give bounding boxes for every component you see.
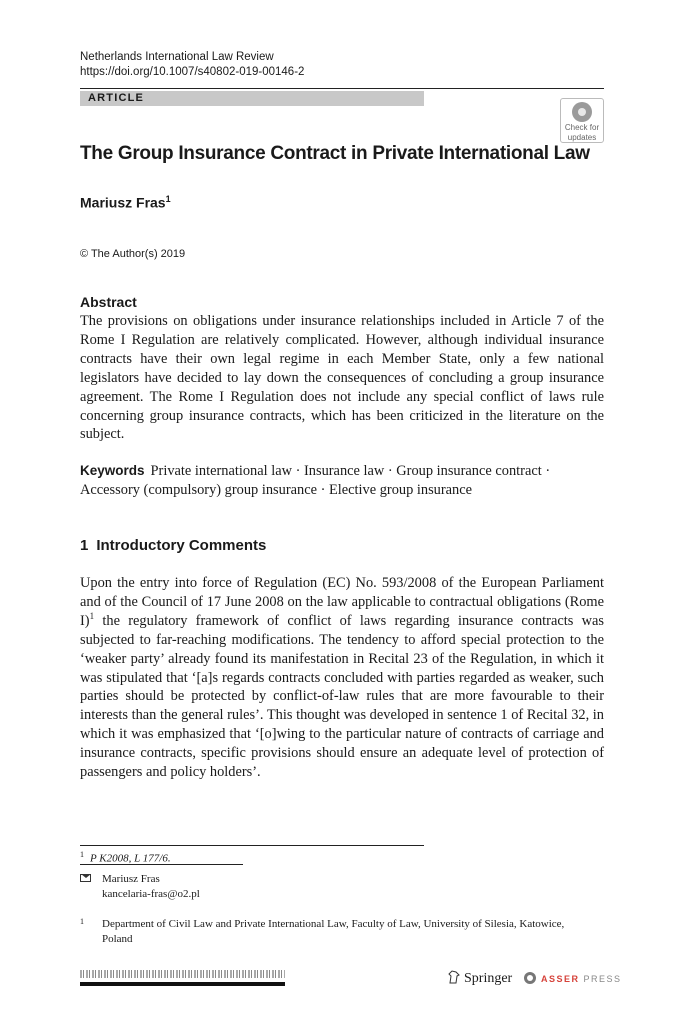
check-updates-icon bbox=[572, 102, 592, 122]
footnote-rule-short bbox=[80, 864, 243, 865]
contact-email[interactable]: kancelaria-fras@o2.pl bbox=[102, 887, 200, 900]
springer-horse-icon bbox=[448, 970, 460, 984]
doi-link[interactable]: https://doi.org/10.1007/s40802-019-00146-2 bbox=[80, 66, 305, 78]
asser-icon bbox=[524, 972, 536, 984]
footnote-number: 1 bbox=[80, 850, 84, 859]
check-updates-label-2: updates bbox=[567, 133, 597, 142]
press-label: PRESS bbox=[583, 974, 622, 984]
section-number: 1 bbox=[80, 537, 89, 554]
footnote bbox=[80, 848, 171, 866]
asser-press-logo bbox=[524, 972, 622, 986]
envelope-icon bbox=[80, 874, 91, 882]
affiliation-number: 1 bbox=[80, 917, 84, 926]
affiliation-text: Department of Civil Law and Private International Law, Faculty of Law, University of Silesia, Katowice, Poland bbox=[102, 918, 565, 945]
author-name: Mariusz Fras bbox=[80, 194, 166, 211]
article-title: The Group Insurance Contract in Private International Law bbox=[80, 143, 590, 164]
keywords-text: Private international law · Insurance law · Group insurance contract · Accessory (compulsory) group insurance · Elective group insurance bbox=[80, 463, 551, 498]
abstract-heading: Abstract bbox=[80, 294, 137, 310]
asser-label: ASSER bbox=[541, 974, 580, 984]
footnote-ref[interactable]: 1 bbox=[89, 611, 95, 622]
footnote-rule bbox=[80, 845, 424, 846]
journal-name: Netherlands International Law Review bbox=[80, 51, 274, 63]
contact-name: Mariusz Fras bbox=[102, 873, 160, 885]
check-for-updates-badge[interactable] bbox=[560, 98, 604, 143]
springer-logo bbox=[448, 970, 512, 988]
author-affiliation-mark[interactable]: 1 bbox=[165, 194, 171, 204]
keywords-label: Keywords bbox=[80, 463, 145, 478]
copyright: © The Author(s) 2019 bbox=[80, 248, 186, 260]
footnote-text: P K2008, L 177/6. bbox=[90, 852, 171, 865]
section-body bbox=[80, 574, 604, 782]
header-rule bbox=[80, 88, 604, 89]
abstract-text: The provisions on obligations under insurance relationships included in Article 7 of the Rome I Regulation are relatively complicated. However, although individual insurance contracts have their own legal regime in each Member State, only a few national legislators have decided to lay down the consequences of concluding a group insurance agreement. The Rome I Regulation does not include any special conflict of laws rule concerning group insurance contracts, which has been criticized in the literature on the subject. bbox=[80, 313, 604, 443]
keywords bbox=[80, 462, 604, 500]
decorative-pattern bbox=[80, 970, 285, 978]
check-updates-label-1: Check for bbox=[564, 123, 600, 132]
article-type-bar: ARTICLE bbox=[80, 91, 424, 106]
section-text-part-2: the regulatory framework of conflict of laws regarding insurance contracts was subjected to far-reaching modifications. The tendency to afford special protection to the ‘weaker party’ already found its manifestation in Recital 23 of the Regulation, in which it was stipulated that ‘[a]s regards contracts concluded with parties regarded as weaker, such parties should be protected by conflict-of-law rules that are more favourable to their interests than the general rules’. This thought was developed in sentence 1 of Recital 32, in which it was emphasized that ‘[o]wing to the particular nature of contracts of carriage and insurance contracts, specific provisions should ensure an adequate level of protection of passengers and policy holders’. bbox=[80, 612, 604, 781]
springer-label: Springer bbox=[464, 971, 513, 986]
section-title: Introductory Comments bbox=[96, 537, 267, 554]
section-text-part-1: Upon the entry into force of Regulation (EC) No. 593/2008 of the European Parliament and of the Council of 17 June 2008 on the law applicable to contractual obligations (Rome I) bbox=[80, 575, 604, 629]
journal-header bbox=[80, 50, 304, 80]
bottom-rule bbox=[80, 982, 285, 986]
author-line bbox=[80, 190, 171, 212]
section-heading bbox=[80, 536, 266, 556]
